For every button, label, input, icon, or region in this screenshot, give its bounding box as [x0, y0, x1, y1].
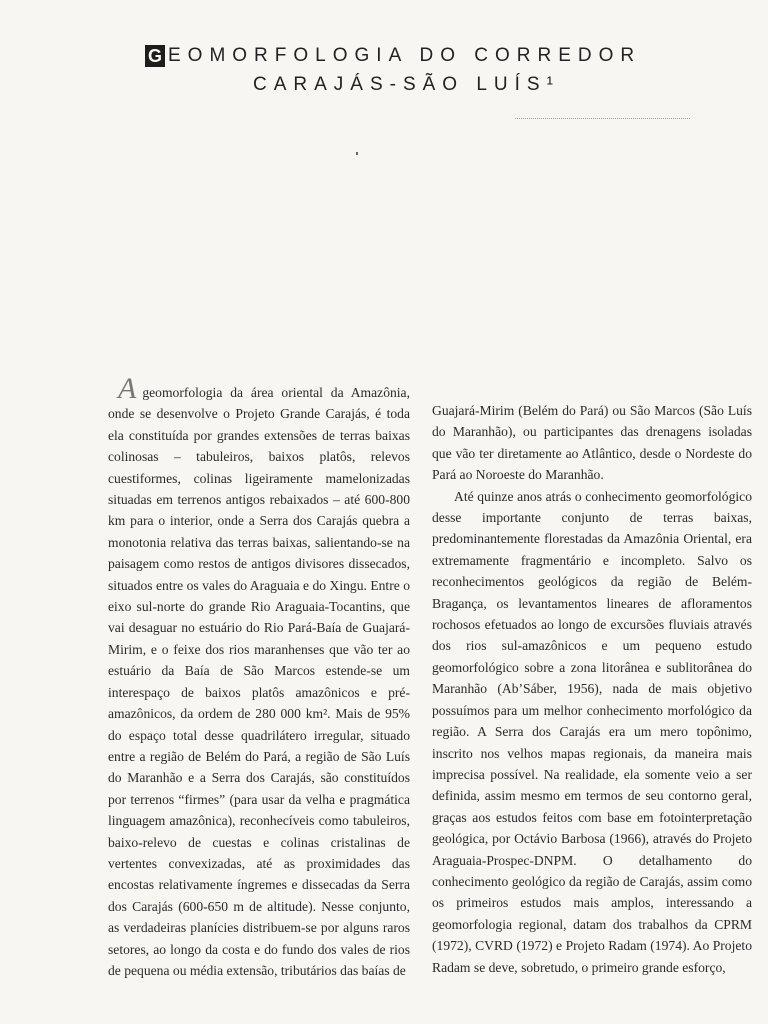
- title-divider: [515, 118, 690, 119]
- title-footnote-mark: ¹: [546, 74, 560, 95]
- title-line-2: [253, 74, 560, 96]
- chapter-title: [145, 40, 745, 95]
- right-column: [432, 400, 752, 978]
- title-line-1-text: EOMORFOLOGIA DO CORREDOR: [168, 45, 642, 66]
- paragraph-1-continued: Guajará-Mirim (Belém do Pará) ou São Marcos (São Luís do Maranhão), ou participantes das drenagens isoladas que vão ter diretamente ao Atlântico, desde o Nordeste do Pará ao Noroeste do Maranhão.: [432, 403, 752, 483]
- print-speck: [356, 152, 358, 155]
- paragraph-1-text: geomorfologia da área oriental da Amazônia, onde se desenvolve o Projeto Grande Carajás, é toda ela constituída por grandes extensões de terras baixas colinosas – tabuleiros, baixos platôs, relevos cuestiformes, colinas ligeiramente mamelonizadas situadas em terrenos antigos rebaixados – até 600-800 km para o interior, onde a Serra dos Carajás quebra a monotonia relativa das terras baixas, salientando-se na paisagem como restos de antigos divisores dissecados, situados entre os vales do Araguaia e do Xingu. Entre o eixo sul-norte do grande Rio Araguaia-Tocantins, que vai desaguar no estuário do Rio Pará-Baía de Guajará-Mirim, e o feixe dos rios maranhenses que vão ter ao estuário da Baía de São Marcos estende-se um interespaço de baixos platôs amazônicos e pré-amazônicos, da ordem de 280 000 km². Mais de 95% do espaço total desse quadrilátero irregular, situado entre a região de Belém do Pará, a região de São Luís do Maranhão e a Serra dos Carajás, são constituídos por terrenos “firmes” (para usar da velha e pragmática linguagem amazônica), reconhecíveis como tabuleiros, baixo-relevo de cuestas e colinas cristalinas de vertentes convexizadas, até as proximidades das encostas relativamente íngremes e dissecadas da Serra dos Carajás (600-650 m de altitude). Nesse conjunto, as verdadeiras planícies distribuem-se por alguns raros setores, ao longo da costa e do fundo dos vales de rios de pequena ou média extensão, tributários das baías de: [108, 385, 410, 978]
- title-initial: G: [145, 45, 165, 67]
- paragraph-1: [108, 372, 410, 981]
- left-column: [108, 372, 410, 981]
- paragraph-2: Até quinze anos atrás o conhecimento geomorfológico desse importante conjunto de terras baixas, predominantemente florestadas da Amazônia Oriental, era extremamente fragmentário e incompleto. Salvo os reconhecimentos geológicos da região de Belém-Bragança, os levantamentos lineares de afloramentos rochosos efetuados ao longo de excursões fluviais através dos rios sul-amazônicos e um pequeno estudo geomorfológico sobre a zona litorânea e sublitorânea do Maranhão (Ab’Sáber, 1956), nada de mais objetivo possuímos para um melhor conhecimento morfológico da região. A Serra dos Carajás era um mero topônimo, inscrito nos velhos mapas regionais, da maneira mais imprecisa possível. Na realidade, ela somente veio a ser definida, assim mesmo em termos de seu contorno geral, graças aos estudos feitos com base em fotointerpretação geológica, por Octávio Barbosa (1966), através do Projeto Araguaia-Prospec-DNPM. O detalhamento do conhecimento geológico da região de Carajás, assim como os primeiros estudos mais amplos, interessando a geomorfologia regional, datam dos trabalhos da CPRM (1972), CVRD (1972) e Projeto Radam (1974). Ao Projeto Radam se deve, sobretudo, o primeiro grande esforço,: [432, 488, 752, 975]
- drop-cap: A: [118, 372, 137, 405]
- title-line-1: [145, 40, 745, 72]
- title-line-2-text: CARAJÁS-SÃO LUÍS: [253, 74, 547, 95]
